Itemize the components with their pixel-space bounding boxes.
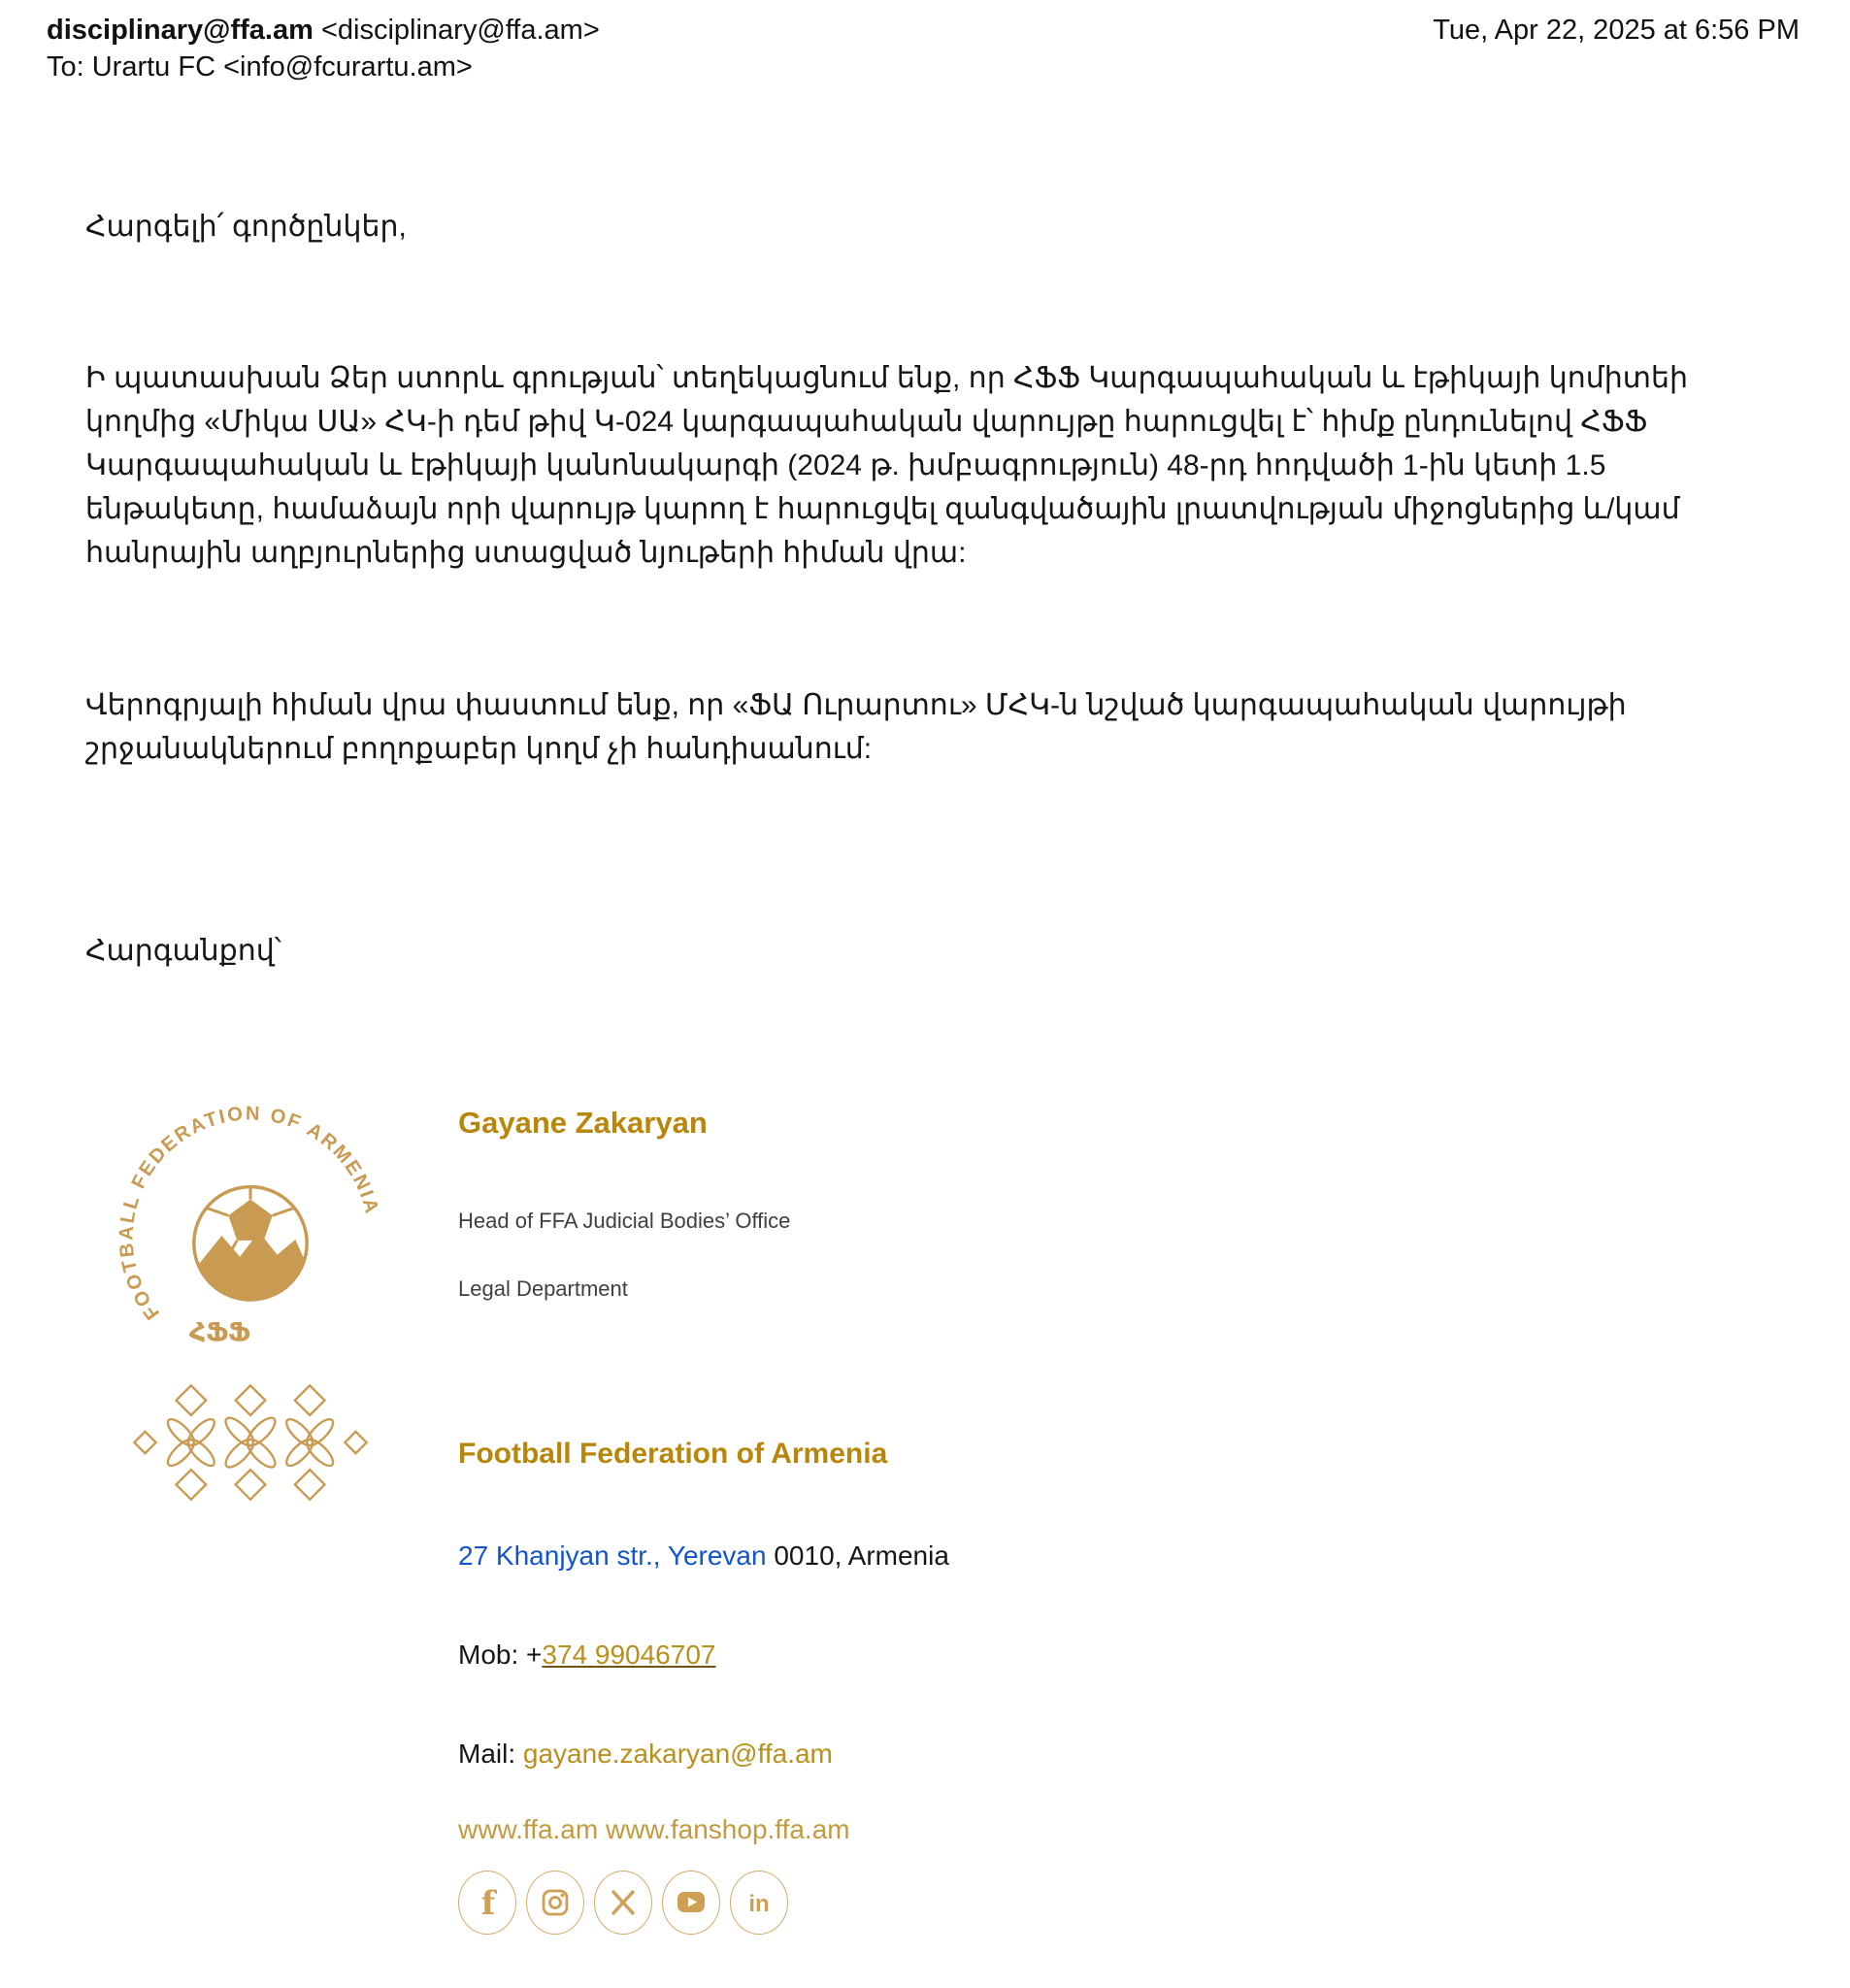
logo-ornament: [134, 1385, 366, 1499]
signature-block: [85, 1092, 1782, 1935]
svg-text:in: in: [748, 1891, 770, 1917]
signature-mail: [458, 1739, 949, 1770]
signature-websites[interactable]: www.ffa.am www.fanshop.ffa.am: [458, 1814, 850, 1844]
signature-title-2: Legal Department: [458, 1276, 628, 1301]
x-icon[interactable]: [594, 1871, 652, 1935]
email-header: [0, 0, 1850, 85]
signature-address: [458, 1541, 949, 1572]
logo-monogram: ՀՖՖ: [188, 1317, 250, 1347]
facebook-icon[interactable]: [458, 1871, 516, 1935]
mobile-number-link[interactable]: 374 99046707: [542, 1640, 716, 1670]
greeting: Հարգելի՛ գործընկեր,: [85, 211, 407, 243]
signature-organization: Football Federation of Armenia: [458, 1438, 888, 1470]
logo-ring-text: FOOTBALL FEDERATION OF ARMENIA: [116, 1103, 383, 1324]
email-body: [0, 210, 1850, 1935]
signature-name: Gayane Zakaryan: [458, 1106, 708, 1140]
sender-block: [47, 12, 600, 85]
ffa-logo: [107, 1092, 400, 1521]
signature-text: [458, 1092, 949, 1935]
date: Tue, Apr 22, 2025 at 6:56 PM: [1433, 15, 1800, 46]
svg-text:f: f: [480, 1884, 496, 1923]
instagram-icon[interactable]: [526, 1871, 584, 1935]
from-name: disciplinary@ffa.am: [47, 15, 314, 46]
from-address: <disciplinary@ffa.am>: [320, 15, 600, 46]
signature-title-1: Head of FFA Judicial Bodies’ Office: [458, 1209, 791, 1233]
linkedin-icon[interactable]: [730, 1871, 788, 1935]
mail-address-link[interactable]: gayane.zakaryan@ffa.am: [522, 1739, 833, 1769]
social-icons-row: [458, 1871, 949, 1935]
to-line: To: Urartu FC <info@fcurartu.am>: [47, 51, 473, 83]
mobile-label: Mob: +: [458, 1640, 543, 1670]
signature-mobile: [458, 1640, 949, 1671]
body-paragraph-2: Վերոգրյալի հիման վրա փաստում ենք, որ «ՖԱ Ուրարտու» ՄՀԿ-ն նշված կարգապահական վարույթի շրջանակներում բողոքաբեր կողմ չի հանդիսանում:: [85, 689, 1627, 765]
closing: Հարգանքով՝: [85, 935, 281, 967]
mail-label: Mail:: [458, 1739, 523, 1769]
ffa-logo-emblem: [107, 1092, 394, 1513]
address-link[interactable]: 27 Khanjyan str., Yerevan: [458, 1541, 767, 1571]
from-line: [47, 12, 600, 49]
body-paragraph-1: Ի պատասխան Ձեր ստորև գրության՝ տեղեկացնում ենք, որ ՀՖՖ Կարգապահական և էթիկայի կոմիտեի կողմից «Միկա ՍԱ» ՀԿ-ի դեմ թիվ Կ-024 կարգապահական վարույթը հարուցվել է՝ հիմք ընդունելով ՀՖՖ Կարգապահական և էթիկայի կանոնակարգի (2024 թ. խմբագրություն) 48-րդ հոդվածի 1-ին կետի 1.5 ենթակետը, համաձայն որի վարույթ կարող է հարուցվել զանգվածային լրատվության միջոցներից և/կամ հանրային աղբյուրներից ստացված նյութերի հիման վրա:: [85, 362, 1688, 569]
youtube-icon[interactable]: [662, 1871, 720, 1935]
address-rest: 0010, Armenia: [766, 1541, 949, 1571]
